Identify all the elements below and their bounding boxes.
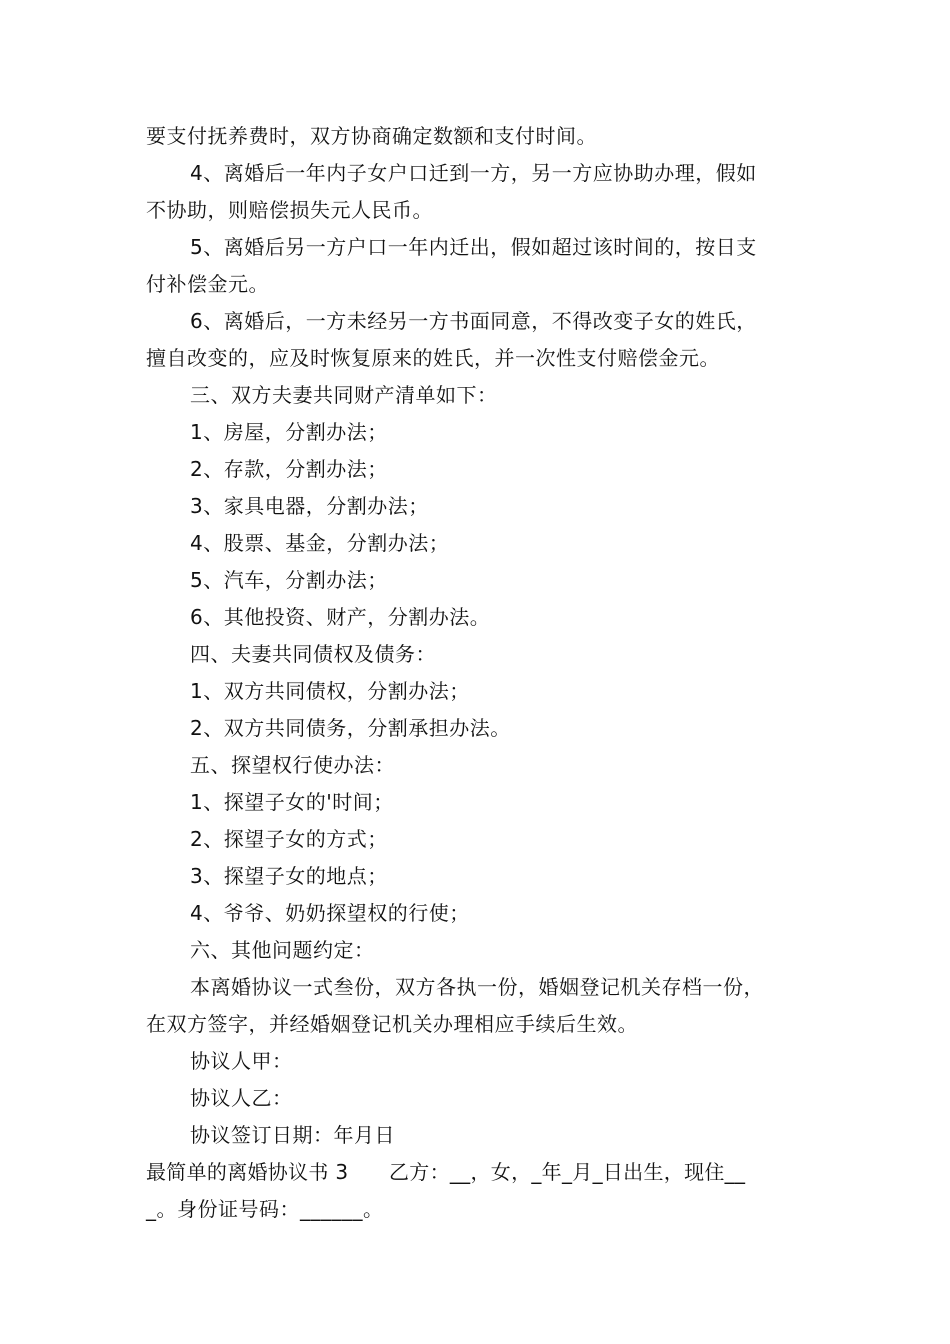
list-item: 4、股票、基金，分割办法； [190,531,450,555]
list-item: 1、房屋，分割办法； [190,420,388,444]
clause-4: 4、离婚后一年内子女户口迁到一方，另一方应协助办理，假如 [190,161,757,185]
signing-date: 协议签订日期：年月日 [190,1123,395,1147]
section-heading-visitation: 五、探望权行使办法： [190,753,395,777]
text-line: 在双方签字，并经婚姻登记机关办理相应手续后生效。 [146,1012,638,1036]
text-line: 不协助，则赔偿损失元人民币。 [146,198,433,222]
list-item: 5、汽车，分割办法； [190,568,388,592]
document-body [146,118,816,1228]
section-heading-property: 三、双方夫妻共同财产清单如下： [190,383,498,407]
signature-party-a: 协议人甲： [190,1049,293,1073]
document-3-heading-line: 最简单的离婚协议书 3 乙方：__，女，_年_月_日出生，现住__ [146,1160,746,1184]
text-line: 擅自改变的，应及时恢复原来的姓氏，并一次性支付赔偿金元。 [146,346,720,370]
list-item: 6、其他投资、财产，分割办法。 [190,605,491,629]
text-line: 本离婚协议一式叁份，双方各执一份，婚姻登记机关存档一份， [190,975,764,999]
list-item: 1、双方共同债权，分割办法； [190,679,470,703]
list-item: 2、探望子女的方式； [190,827,388,851]
list-item: 2、存款，分割办法； [190,457,388,481]
signature-party-b: 协议人乙： [190,1086,293,1110]
list-item: 1、探望子女的'时间； [190,790,394,814]
list-item: 4、爷爷、奶奶探望权的行使； [190,901,470,925]
list-item: 3、探望子女的地点； [190,864,388,888]
section-heading-other: 六、其他问题约定： [190,938,375,962]
text-line: 要支付抚养费时，双方协商确定数额和支付时间。 [146,124,597,148]
clause-5: 5、离婚后另一方户口一年内迁出，假如超过该时间的，按日支 [190,235,757,259]
list-item: 2、双方共同债务，分割承担办法。 [190,716,511,740]
text-line: 付补偿金元。 [146,272,269,296]
text-line: _。身份证号码：______。 [146,1197,384,1221]
section-heading-debts: 四、夫妻共同债权及债务： [190,642,436,666]
clause-6: 6、离婚后，一方未经另一方书面同意，不得改变子女的姓氏， [190,309,757,333]
list-item: 3、家具电器，分割办法； [190,494,429,518]
